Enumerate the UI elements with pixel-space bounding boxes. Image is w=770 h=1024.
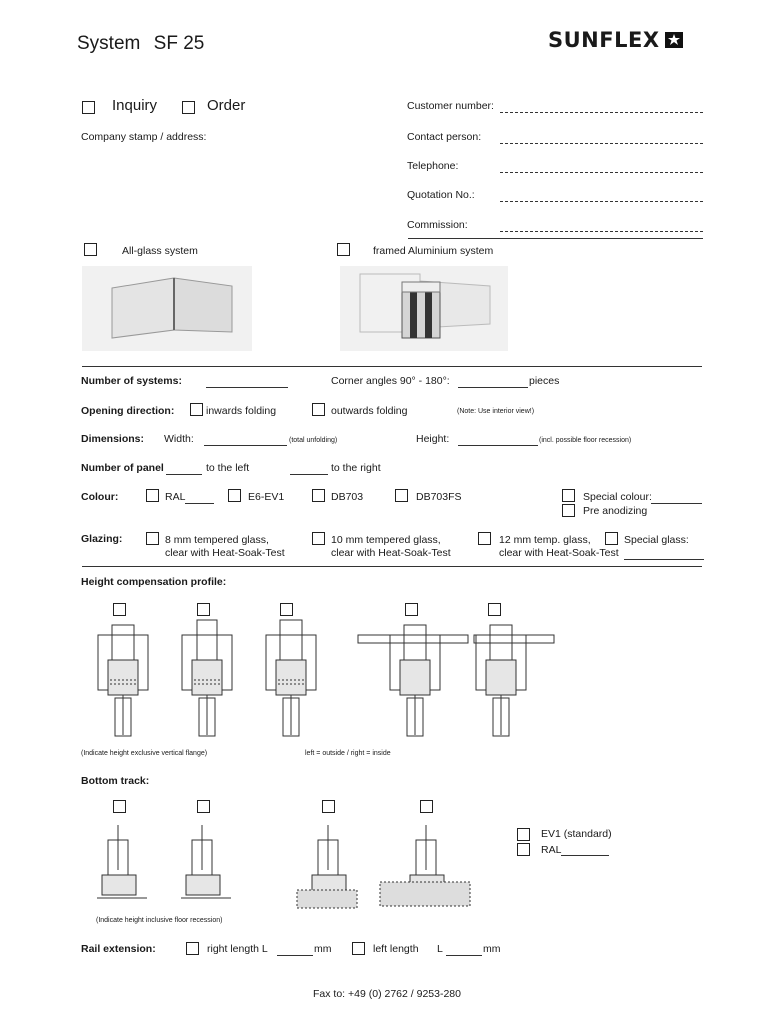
floor-recession-note: (incl. possible floor recession) <box>539 437 632 444</box>
db703fs-label: DB703FS <box>416 491 462 503</box>
bottom-track-1-checkbox[interactable] <box>113 800 126 813</box>
outwards-checkbox[interactable] <box>312 403 325 416</box>
glass-12mm-checkbox[interactable] <box>478 532 491 545</box>
db703-label: DB703 <box>331 491 364 503</box>
all-glass-photo <box>82 266 252 351</box>
pieces-label: pieces <box>529 375 560 387</box>
colour-label: Colour: <box>81 491 119 503</box>
rail-right-label: right length L <box>207 943 268 955</box>
bottom-ral-label: RAL <box>541 844 562 856</box>
bottom-track-title: Bottom track: <box>81 775 150 787</box>
company-stamp-label: Company stamp / address: <box>81 131 207 143</box>
all-glass-checkbox[interactable] <box>84 243 97 256</box>
db703-checkbox[interactable] <box>312 489 325 502</box>
inquiry-checkbox[interactable] <box>82 101 95 114</box>
ral-field[interactable] <box>185 503 214 504</box>
glass-8mm-line1: 8 mm tempered glass, <box>165 534 269 546</box>
telephone-field[interactable] <box>500 172 703 173</box>
glass-10mm-line2: clear with Heat-Soak-Test <box>331 547 451 559</box>
rail-right-field[interactable] <box>277 955 313 956</box>
dimensions-label: Dimensions: <box>81 433 145 445</box>
special-colour-checkbox[interactable] <box>562 489 575 502</box>
glass-8mm-checkbox[interactable] <box>146 532 159 545</box>
rail-left-field[interactable] <box>446 955 482 956</box>
telephone-label: Telephone: <box>407 160 459 172</box>
e6ev1-label: E6-EV1 <box>248 491 285 503</box>
glass-8mm-line2: clear with Heat-Soak-Test <box>165 547 285 559</box>
height-comp-title: Height compensation profile: <box>81 576 227 588</box>
total-unfolding-note: (total unfolding) <box>289 437 338 444</box>
bottom-ral-checkbox[interactable] <box>517 843 530 856</box>
rail-extension-title: Rail extension: <box>81 943 156 955</box>
left-right-note: left = outside / right = inside <box>305 750 391 757</box>
customer-number-label: Customer number: <box>407 100 494 112</box>
special-glass-label: Special glass: <box>624 534 689 546</box>
bottom-track-profiles <box>92 820 472 910</box>
width-label: Width: <box>164 433 194 445</box>
glass-12mm-line2: clear with Heat-Soak-Test <box>499 547 619 559</box>
rail-left-checkbox[interactable] <box>352 942 365 955</box>
rail-right-unit: mm <box>314 943 332 955</box>
sun-star-icon <box>664 29 684 49</box>
inwards-label: inwards folding <box>206 405 277 417</box>
contact-person-field[interactable] <box>500 143 703 144</box>
section-divider-2 <box>82 566 702 567</box>
ev1-standard-label: EV1 (standard) <box>541 828 612 840</box>
commission-field[interactable] <box>500 231 703 232</box>
system-label: System <box>77 33 141 54</box>
all-glass-label: All-glass system <box>122 245 198 257</box>
special-glass-field[interactable] <box>624 559 704 560</box>
rail-left-l-label: L <box>437 943 443 955</box>
inquiry-label: Inquiry <box>112 97 158 114</box>
glass-12mm-line1: 12 mm temp. glass, <box>499 534 591 546</box>
ev1-standard-checkbox[interactable] <box>517 828 530 841</box>
height-comp-1-checkbox[interactable] <box>113 603 126 616</box>
pre-anodizing-checkbox[interactable] <box>562 504 575 517</box>
db703fs-checkbox[interactable] <box>395 489 408 502</box>
opening-direction-label: Opening direction: <box>81 405 175 417</box>
height-comp-profiles <box>90 620 570 740</box>
ral-label: RAL <box>165 491 186 503</box>
glass-10mm-checkbox[interactable] <box>312 532 325 545</box>
bottom-track-4-checkbox[interactable] <box>420 800 433 813</box>
quotation-field[interactable] <box>500 201 703 202</box>
number-of-systems-label: Number of systems: <box>81 375 182 387</box>
corner-angles-label: Corner angles 90° - 180°: <box>331 375 450 387</box>
bottom-ral-field[interactable] <box>561 855 609 856</box>
height-comp-4-checkbox[interactable] <box>405 603 418 616</box>
height-comp-3-checkbox[interactable] <box>280 603 293 616</box>
system-name: SF 25 <box>153 33 205 54</box>
height-field[interactable] <box>458 445 538 446</box>
order-checkbox[interactable] <box>182 101 195 114</box>
number-of-panel-label: Number of panel <box>81 462 164 474</box>
order-label: Order <box>207 97 246 114</box>
corner-angles-field[interactable] <box>458 387 528 388</box>
system-title <box>77 33 204 55</box>
bottom-track-note: (Indicate height inclusive floor recession) <box>96 917 223 924</box>
framed-checkbox[interactable] <box>337 243 350 256</box>
framed-label: framed Aluminium system <box>373 245 494 257</box>
special-colour-label: Special colour: <box>583 491 652 503</box>
divider <box>408 238 703 239</box>
panels-right-field[interactable] <box>290 474 328 475</box>
section-divider <box>82 366 702 367</box>
height-comp-2-checkbox[interactable] <box>197 603 210 616</box>
rail-left-unit: mm <box>483 943 501 955</box>
glazing-label: Glazing: <box>81 533 123 545</box>
to-left-label: to the left <box>206 462 250 474</box>
bottom-track-3-checkbox[interactable] <box>322 800 335 813</box>
width-field[interactable] <box>204 445 287 446</box>
number-of-systems-field[interactable] <box>206 387 288 388</box>
special-glass-checkbox[interactable] <box>605 532 618 545</box>
framed-aluminium-photo <box>340 266 508 351</box>
panels-left-field[interactable] <box>166 474 202 475</box>
interior-view-note: (Note: Use interior view!) <box>457 408 535 415</box>
rail-right-checkbox[interactable] <box>186 942 199 955</box>
quotation-label: Quotation No.: <box>407 189 475 201</box>
fax-footer: Fax to: +49 (0) 2762 / 9253-280 <box>313 988 461 1000</box>
brand-name: SUNFLEX <box>548 28 660 52</box>
commission-label: Commission: <box>407 219 468 231</box>
height-comp-5-checkbox[interactable] <box>488 603 501 616</box>
brand-logo <box>548 28 684 52</box>
height-label: Height: <box>416 433 450 445</box>
contact-person-label: Contact person: <box>407 131 482 143</box>
pre-anodizing-label: Pre anodizing <box>583 505 648 517</box>
to-right-label: to the right <box>331 462 381 474</box>
bottom-track-2-checkbox[interactable] <box>197 800 210 813</box>
height-comp-note: (Indicate height exclusive vertical flange) <box>81 750 208 757</box>
ral-checkbox[interactable] <box>146 489 159 502</box>
outwards-label: outwards folding <box>331 405 408 417</box>
inwards-checkbox[interactable] <box>190 403 203 416</box>
customer-number-field[interactable] <box>500 112 703 113</box>
glass-10mm-line1: 10 mm tempered glass, <box>331 534 441 546</box>
e6ev1-checkbox[interactable] <box>228 489 241 502</box>
special-colour-field[interactable] <box>651 503 702 504</box>
rail-left-label: left length <box>373 943 419 955</box>
